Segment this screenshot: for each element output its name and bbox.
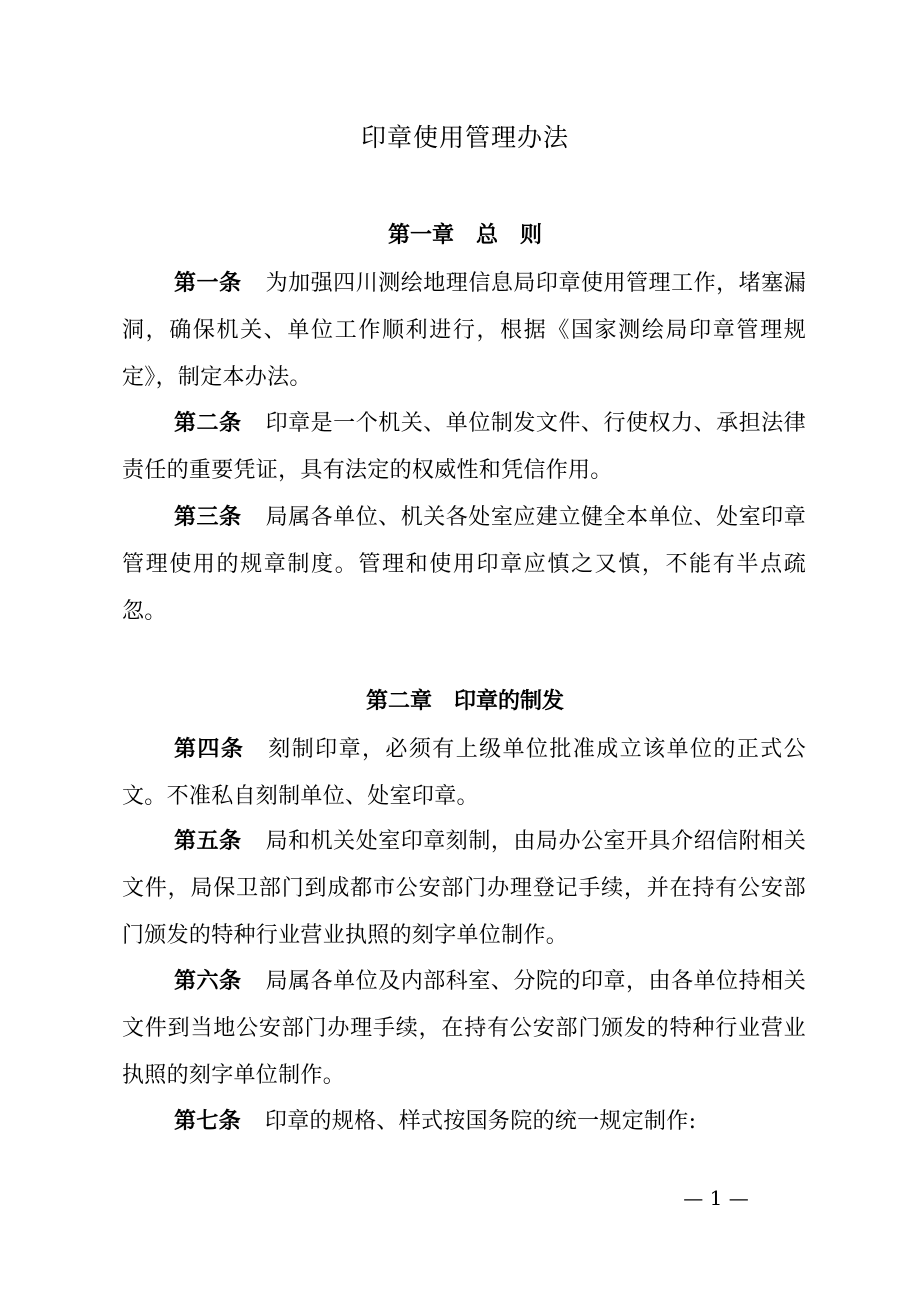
page-number: — 1 — — [683, 1186, 749, 1210]
article-2 — [122, 400, 806, 494]
chapter-heading: 第二章 印章的制发 — [365, 689, 564, 714]
article-text: 局和机关处室印章刻制，由局办公室开具介绍信附相关文件，局保卫部门到成都市公安部门办理登记手续，并在持有公安部门颁发的特种行业营业执照的刻字单位制作。 — [122, 829, 807, 948]
article-label: 第五条 — [174, 829, 242, 854]
article-label: 第七条 — [174, 1109, 241, 1134]
article-6 — [122, 958, 806, 1099]
article-text: 印章是一个机关、单位制发文件、行使权力、承担法律责任的重要凭证，具有法定的权威性和凭信作用。 — [122, 411, 807, 483]
article-5 — [122, 818, 806, 959]
article-text: 刻制印章，必须有上级单位批准成立该单位的正式公文。不准私自刻制单位、处室印章。 — [122, 737, 807, 809]
document-title: 印章使用管理办法 — [360, 123, 569, 152]
article-text: 局属各单位及内部科室、分院的印章，由各单位持相关文件到当地公安部门办理手续，在持有公安部门颁发的特种行业营业执照的刻字单位制作。 — [122, 969, 807, 1088]
article-label: 第六条 — [174, 969, 242, 994]
article-label: 第二条 — [174, 411, 242, 436]
article-label: 第三条 — [174, 505, 242, 530]
article-4 — [122, 726, 806, 820]
article-text: 印章的规格、样式按国务院的统一规定制作: — [264, 1109, 697, 1134]
article-3 — [122, 494, 806, 635]
article-label: 第一条 — [174, 271, 242, 296]
article-text: 局属各单位、机关各处室应建立健全本单位、处室印章管理使用的规章制度。管理和使用印章应慎之又慎，不能有半点疏忽。 — [122, 505, 807, 624]
chapter-heading: 第一章 总 则 — [387, 223, 542, 248]
article-text: 为加强四川测绘地理信息局印章使用管理工作，堵塞漏洞，确保机关、单位工作顺利进行，根据《国家测绘局印章管理规定》，制定本办法。 — [122, 271, 807, 390]
article-1 — [122, 260, 806, 401]
article-7 — [122, 1098, 806, 1145]
article-label: 第四条 — [174, 737, 245, 762]
